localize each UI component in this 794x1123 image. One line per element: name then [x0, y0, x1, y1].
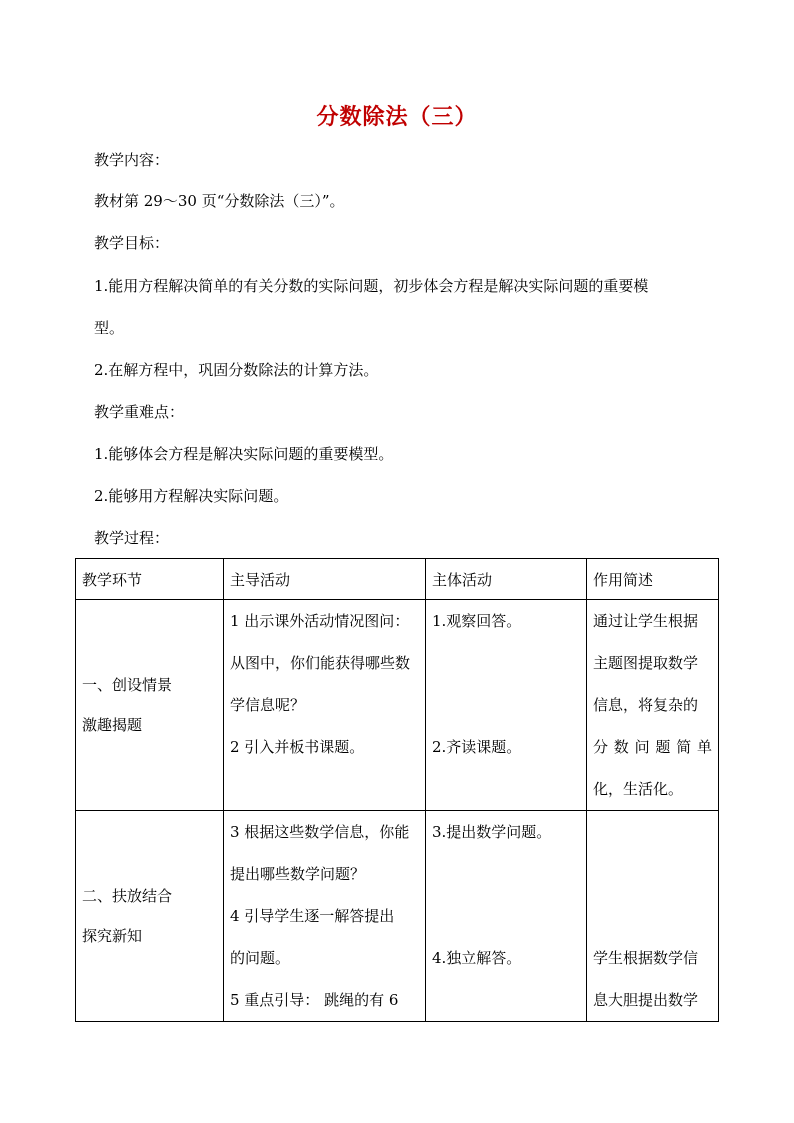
- purpose-cell: [587, 811, 719, 1022]
- teaching-process-table: [75, 558, 719, 1022]
- content-text: 教材第 29～30 页“分数除法（三）”。: [94, 192, 345, 210]
- purpose-line: 分数问题简单: [593, 738, 712, 756]
- student-activity-cell: [426, 811, 587, 1022]
- lead-line: 从图中，你们能获得哪些数: [230, 654, 411, 672]
- stage-line: 探究新知: [82, 927, 143, 945]
- lead-activity-cell: [224, 600, 426, 811]
- lead-line: 1 出示课外活动情况图问：: [230, 612, 410, 630]
- goals-heading: 教学目标：: [94, 234, 170, 252]
- lead-line: 5 重点引导： 跳绳的有 6: [230, 991, 399, 1009]
- student-activity-cell: [426, 600, 587, 811]
- stage-cell: [76, 811, 224, 1022]
- key-heading: 教学重难点：: [94, 403, 185, 421]
- purpose-line: 息大胆提出数学: [593, 991, 699, 1009]
- purpose-line: 化，生活化。: [593, 780, 684, 798]
- page-title: 分数除法（三）: [316, 104, 478, 130]
- lead-activity-cell: [224, 811, 426, 1022]
- table-row: [76, 811, 719, 1022]
- purpose-line: 信息，将复杂的: [593, 696, 699, 714]
- header-lead-activity: 主导活动: [224, 559, 426, 600]
- lead-line: 4 引导学生逐一解答提出: [230, 907, 395, 925]
- content-heading: 教学内容：: [94, 151, 170, 169]
- lead-line: 提出哪些数学问题？: [230, 865, 366, 883]
- stage-line: 激趣揭题: [82, 716, 143, 734]
- stage-line: 二、扶放结合: [82, 887, 173, 905]
- student-line: 3.提出数学问题。: [432, 823, 552, 841]
- lead-line: 3 根据这些数学信息，你能: [230, 823, 410, 841]
- student-line: 4.独立解答。: [432, 949, 522, 967]
- lead-line: 2 引入并板书课题。: [230, 738, 365, 756]
- key-2: 2.能够用方程解决实际问题。: [94, 487, 289, 505]
- key-1: 1.能够体会方程是解决实际问题的重要模型。: [94, 445, 394, 463]
- purpose-line: 学生根据数学信: [593, 949, 699, 967]
- header-student-activity: 主体活动: [426, 559, 587, 600]
- process-heading: 教学过程：: [94, 529, 170, 547]
- student-line: 2.齐读课题。: [432, 738, 522, 756]
- stage-line: 一、创设情景: [82, 676, 173, 694]
- stage-cell: [76, 600, 224, 811]
- table-row: [76, 600, 719, 811]
- goal-1-line1: 1.能用方程解决简单的有关分数的实际问题，初步体会方程是解决实际问题的重要模: [94, 277, 649, 295]
- header-stage: 教学环节: [76, 559, 224, 600]
- lead-line: 的问题。: [230, 949, 291, 967]
- purpose-cell: [587, 600, 719, 811]
- lead-line: 学信息呢？: [230, 696, 306, 714]
- goal-1-line2: 型。: [94, 319, 125, 337]
- header-purpose: 作用简述: [587, 559, 719, 600]
- table-header-row: [76, 559, 719, 600]
- student-line: 1.观察回答。: [432, 612, 522, 630]
- purpose-line: 主题图提取数学: [593, 654, 699, 672]
- purpose-line: 通过让学生根据: [593, 612, 699, 630]
- goal-2: 2.在解方程中，巩固分数除法的计算方法。: [94, 361, 379, 379]
